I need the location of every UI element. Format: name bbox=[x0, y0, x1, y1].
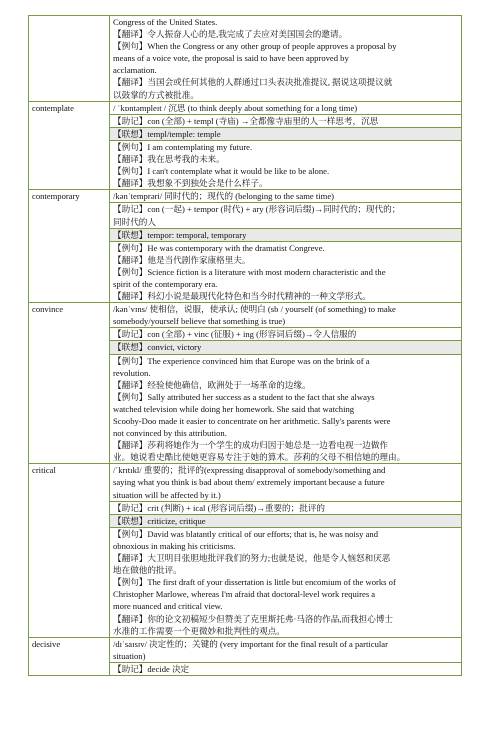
entry-line: 【联想】criticize, critique bbox=[113, 515, 206, 526]
table-row bbox=[29, 190, 462, 203]
entry-line: somebody/yourself believe that something is true) bbox=[113, 316, 286, 327]
entry-line: 【翻译】大卫明目张胆地批评我们的努力;也就是说，他是令人恼怒和厌恶 bbox=[113, 553, 391, 564]
association-cell bbox=[110, 228, 462, 241]
table-row bbox=[29, 303, 462, 328]
association-cell bbox=[110, 514, 462, 527]
vocabulary-table-body bbox=[29, 16, 462, 676]
entry-line: 【例句】Science fiction is a literature with most modern characteristic and the bbox=[113, 266, 386, 277]
entry-line: 【助记】decide 决定 bbox=[113, 663, 190, 674]
entry-line: 【联想】templ/temple: temple bbox=[113, 128, 221, 139]
entry-line: 同时代的人 bbox=[113, 216, 156, 227]
entry-line: obnoxious in making his criticisms. bbox=[113, 540, 236, 551]
entry-line: 【翻译】他是当代剧作家康格里夫。 bbox=[113, 254, 251, 265]
entry-cell bbox=[110, 203, 462, 228]
vocabulary-sheet bbox=[28, 15, 457, 676]
headword-cell: decisive bbox=[29, 637, 110, 675]
entry-line: acclamation. bbox=[113, 65, 157, 76]
entry-line: 【例句】The experience convinced him that Europe was on the brink of a bbox=[113, 355, 370, 366]
entry-line: situation will be affected by it.) bbox=[113, 489, 221, 500]
entry-line: 【例句】I am contemplating my future. bbox=[113, 141, 253, 152]
association-cell bbox=[110, 127, 462, 140]
entry-cell bbox=[110, 190, 462, 203]
entry-line: /dɪˈsaɪsɪv/ 决定性的；关键的 (very important for the final result of a particular bbox=[113, 638, 388, 649]
entry-line: 【翻译】经验使他确信，欧洲处于一场革命的边缘。 bbox=[113, 379, 311, 390]
entry-line: 【翻译】科幻小说是最现代化特色和当今时代精神的一种文学形式。 bbox=[113, 291, 371, 302]
entry-cell bbox=[110, 241, 462, 302]
entry-line: 【例句】Sally attributed her success as a student to the fact that she always bbox=[113, 391, 375, 402]
entry-cell bbox=[110, 101, 462, 114]
entry-line: revolution. bbox=[113, 367, 151, 378]
headword-cell: critical bbox=[29, 464, 110, 637]
entry-line: spirit of the contemporary era. bbox=[113, 278, 218, 289]
entry-line: 【助记】con (全部) + templ (寺庙) →全都像寺庙里的人一样思考，沉思 bbox=[113, 115, 379, 126]
entry-cell bbox=[110, 527, 462, 637]
headword-cell: convince bbox=[29, 303, 110, 464]
entry-line: situation) bbox=[113, 650, 146, 661]
headword-cell: contemporary bbox=[29, 190, 110, 303]
entry-cell bbox=[110, 662, 462, 675]
entry-line: 【联想】convict, victory bbox=[113, 342, 202, 353]
entry-cell bbox=[110, 501, 462, 514]
entry-line: 【助记】con (一起) + tempor (时代) + ary (形容词后缀)→同时代的；现代的； bbox=[113, 204, 401, 215]
table-row bbox=[29, 637, 462, 662]
entry-line: 【翻译】令人振奋人心的是,我完成了去应对美国国会的邀请。 bbox=[113, 29, 348, 40]
entry-line: 【例句】The first draft of your dissertation is little but encomium of the works of bbox=[113, 577, 396, 588]
table-row bbox=[29, 101, 462, 114]
entry-line: watched television while doing her homework. She said that watching bbox=[113, 403, 355, 414]
entry-line: 【翻译】当国会或任何其他的人群通过口头表决批准提议, 据说这项提议就 bbox=[113, 77, 393, 88]
vocabulary-table bbox=[28, 15, 462, 676]
entry-line: more nuanced and critical view. bbox=[113, 601, 223, 612]
entry-line: /kənˈtemprəri/ 同时代的；现代的 (belonging to the same time) bbox=[113, 191, 335, 202]
entry-cell bbox=[110, 637, 462, 662]
entry-line: 水准的工作需要一个更微妙和批判性的观点。 bbox=[113, 625, 285, 636]
headword-cell: contemplate bbox=[29, 101, 110, 190]
entry-cell bbox=[110, 140, 462, 189]
entry-cell bbox=[110, 464, 462, 501]
entry-cell bbox=[110, 303, 462, 328]
table-row bbox=[29, 16, 462, 102]
entry-line: 【翻译】你的论文初稿短少但赞美了克里斯托弗·马洛的作品,而我担心博士 bbox=[113, 613, 394, 624]
headword-cell bbox=[29, 16, 110, 102]
entry-line: saying what you think is bad about them/ extremely important because a future bbox=[113, 477, 385, 488]
entry-line: Congress of the United States. bbox=[113, 17, 218, 27]
entry-line: 【例句】David was blatantly critical of our efforts; that is, he was noisy and bbox=[113, 528, 378, 539]
entry-line: /ˈkrɪtɪkl/ 重要的；批评的(expressing disapproval of somebody/something and bbox=[113, 465, 386, 476]
entry-line: 【翻译】莎莉将她作为一个学生的成功归因于她总是一边看电视一边做作 bbox=[113, 440, 389, 451]
entry-line: not convinced by this attribution. bbox=[113, 428, 227, 439]
entry-line: 【翻译】我想象不到独处会是什么样子。 bbox=[113, 178, 268, 189]
entry-line: 【例句】He was contemporary with the dramatist Congreve. bbox=[113, 242, 325, 253]
entry-line: 【联想】tempor: temporal, temporary bbox=[113, 229, 247, 240]
entry-line: 以鼓掌的方式被批准。 bbox=[113, 89, 199, 100]
entry-cell bbox=[110, 114, 462, 127]
entry-line: 【翻译】我在思考我的未来。 bbox=[113, 154, 225, 165]
entry-line: 地在做他的批评。 bbox=[113, 565, 182, 576]
entry-cell bbox=[110, 16, 462, 102]
entry-cell bbox=[110, 354, 462, 464]
entry-line: 【例句】I can't contemplate what it would be like to be alone. bbox=[113, 166, 330, 177]
association-cell bbox=[110, 341, 462, 354]
entry-line: 【例句】When the Congress or any other group of people approves a proposal by bbox=[113, 41, 397, 52]
entry-line: Scooby-Doo made it easier to concentrate on her arithmetic. Sally's parents were bbox=[113, 416, 391, 426]
entry-line: 业。她说看史酷比使她更容易专注于她的算术。莎莉的父母不相信她的理由。 bbox=[113, 452, 406, 463]
entry-line: / ˈkɒntəmpleɪt / 沉思 (to think deeply about something for a long time) bbox=[113, 102, 358, 113]
entry-line: means of a voice vote, the proposal is said to have been approved by bbox=[113, 53, 349, 64]
entry-line: Christopher Marlowe, whereas I'm afraid that doctoral-level work requires a bbox=[113, 589, 376, 600]
entry-line: /kənˈvɪns/ 使相信，说服，使承认; 使明白 (sb / yourself (of something) to make bbox=[113, 304, 396, 315]
entry-line: 【助记】crit (判断) + ical (形容词后缀)→重要的；批评的 bbox=[113, 502, 326, 513]
table-row bbox=[29, 464, 462, 501]
entry-cell bbox=[110, 328, 462, 341]
entry-line: 【助记】con (全部) + vinc (征服) + ing (形容词后缀)→令人信服的 bbox=[113, 329, 357, 340]
